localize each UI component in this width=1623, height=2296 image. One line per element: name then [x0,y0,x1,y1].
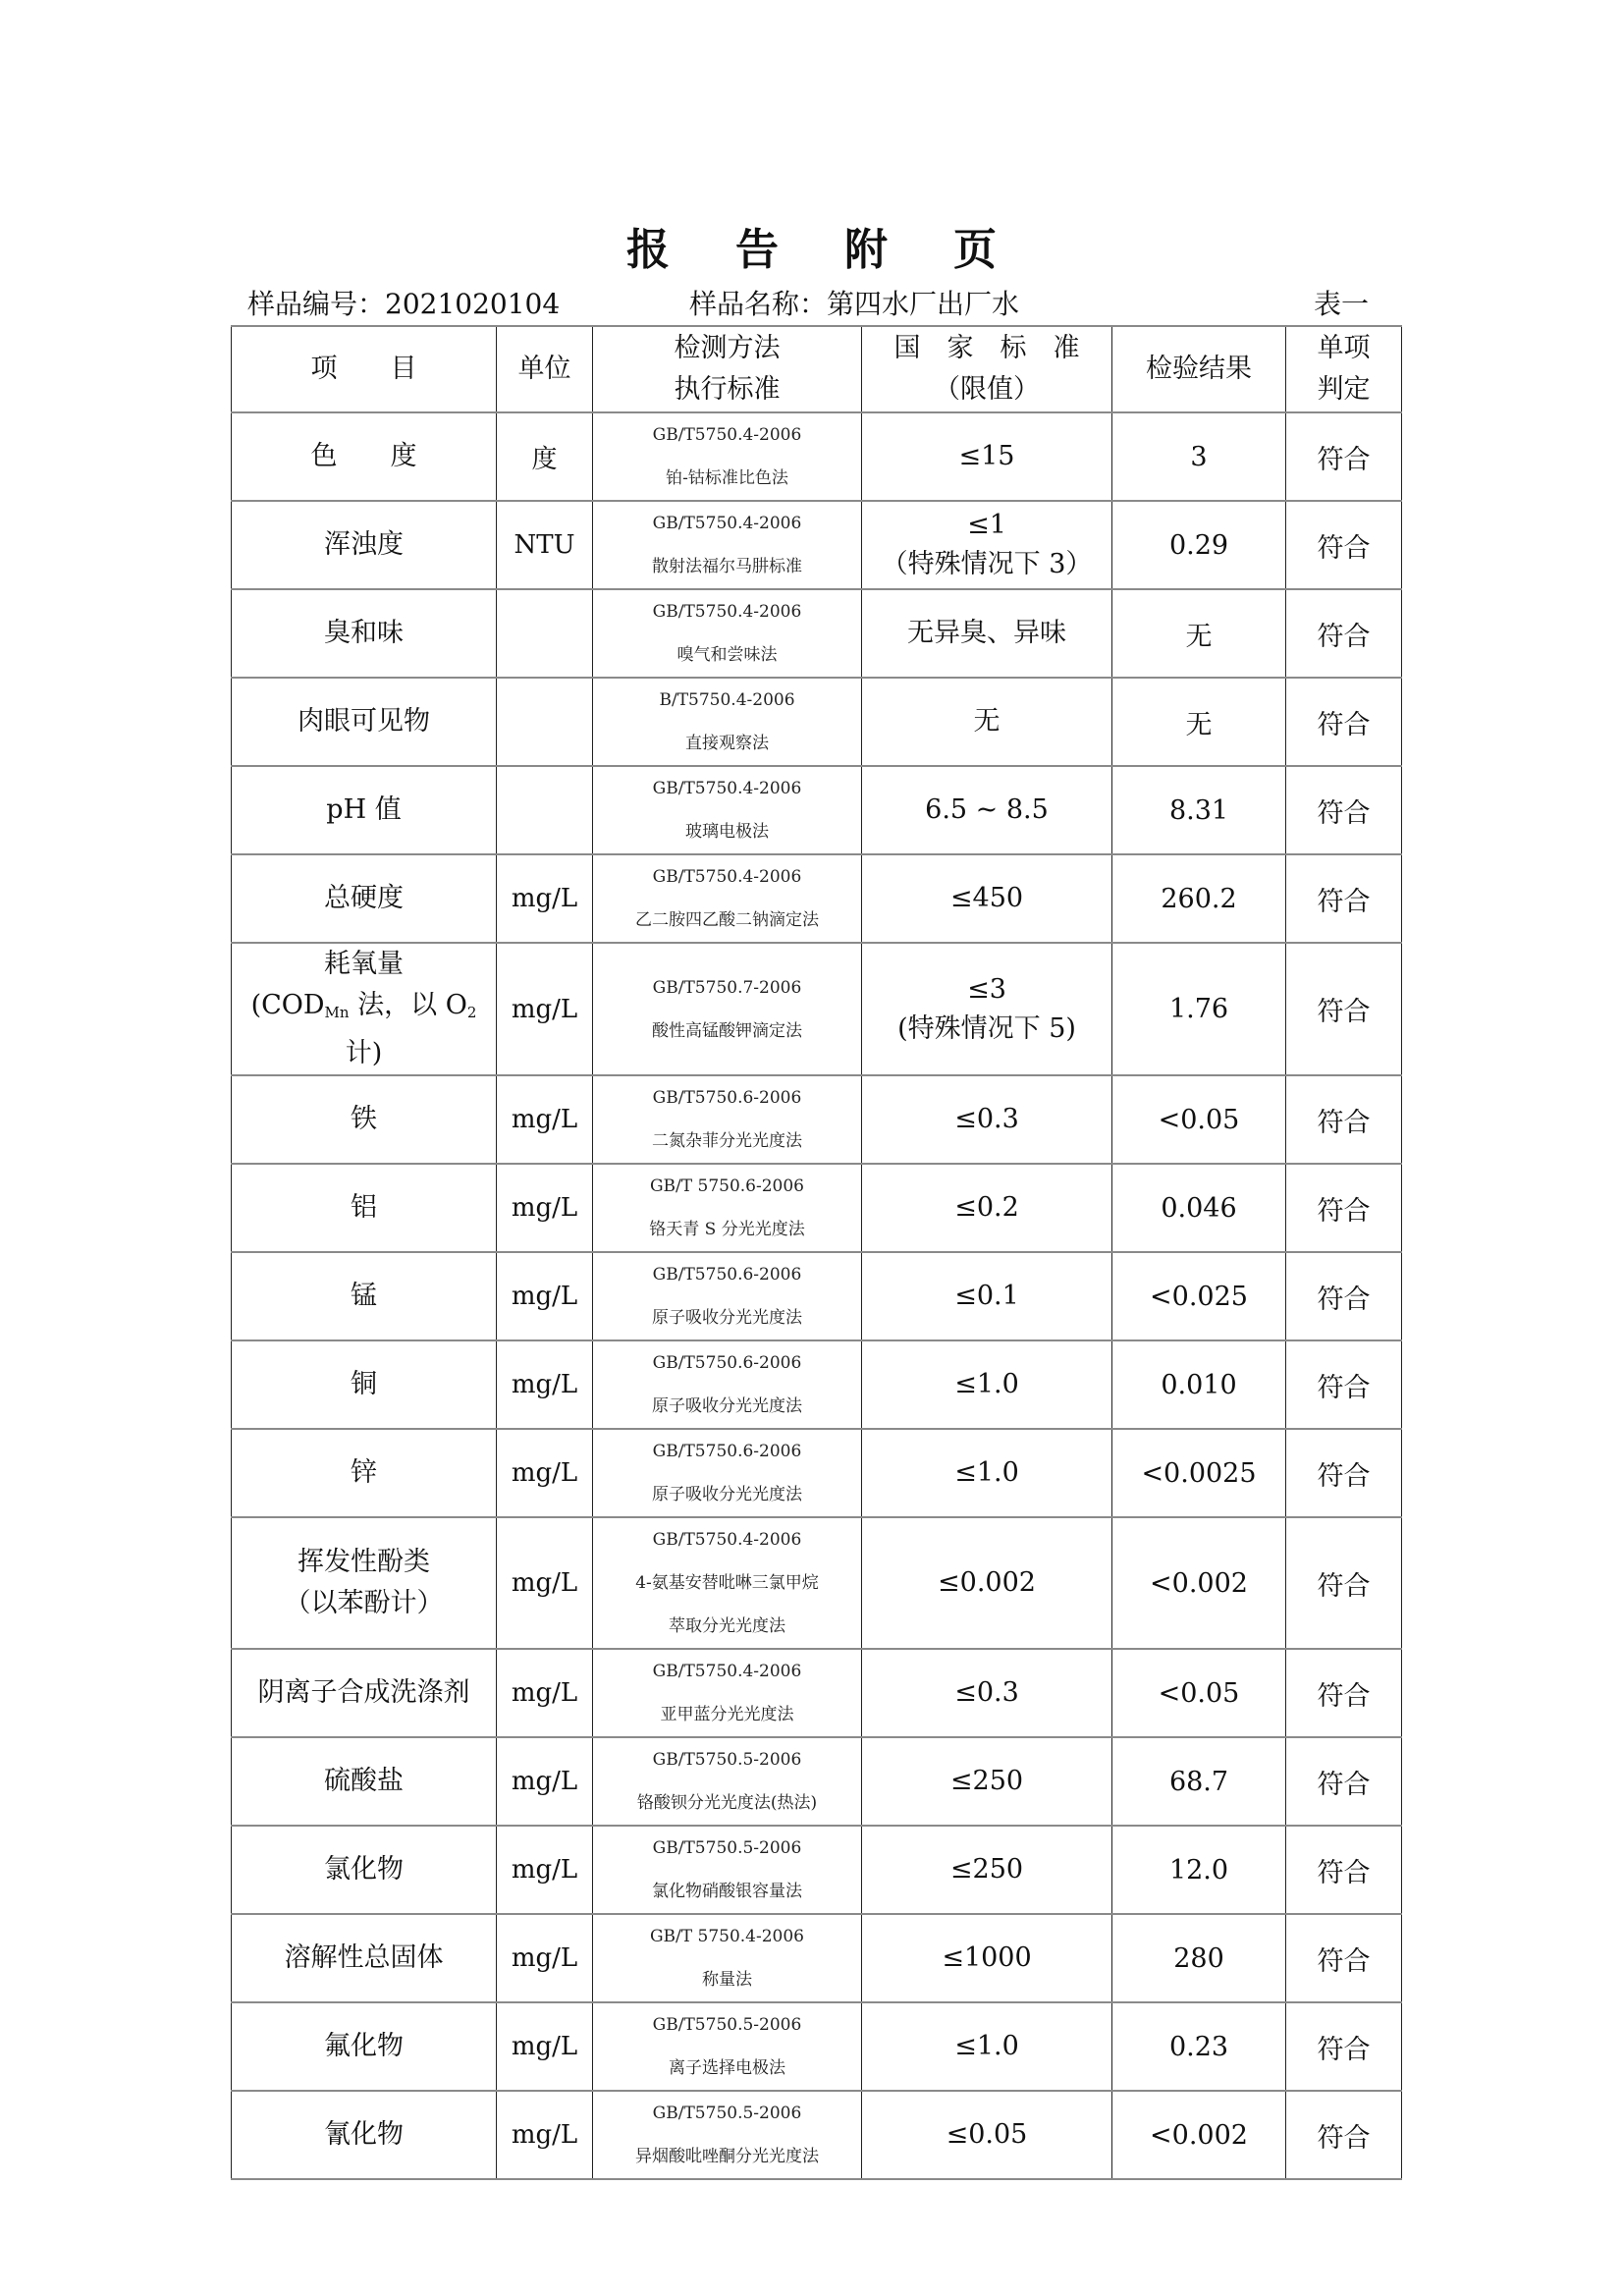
table-row [232,1826,1402,1914]
header-verdict: 单项 判定 [1286,326,1402,412]
table-row [232,854,1402,943]
cell-item: pH 值 [232,766,497,854]
table-row [232,589,1402,678]
cell-unit: mg/L [497,2091,593,2179]
table-row [232,2002,1402,2091]
cell-limit: 6.5 ~ 8.5 [862,766,1112,854]
cell-unit: NTU [497,501,593,589]
cell-verdict: 符合 [1286,1429,1402,1517]
sample-name [689,287,1019,322]
cell-result: 260.2 [1112,854,1286,943]
item-formula: ($COD_{Mn}$ 法，以 $O_2$ 计) [250,990,477,1068]
cell-result: 无 [1112,678,1286,766]
cell-method: GB/T5750.5-2006 氯化物硝酸银容量法 [593,1826,862,1914]
header-item: 项 目 [232,326,497,412]
cell-limit: ≤250 [862,1826,1112,1914]
cell-item: 铝 [232,1164,497,1252]
cell-unit: mg/L [497,1075,593,1164]
table-row [232,1914,1402,2002]
table-row [232,943,1402,1075]
table-row [232,678,1402,766]
cell-result: 3 [1112,412,1286,501]
cell-limit: 无异臭、异味 [862,589,1112,678]
cell-method: GB/T5750.4-2006 嗅气和尝味法 [593,589,862,678]
table-row [232,412,1402,501]
cell-method: GB/T5750.4-2006 乙二胺四乙酸二钠滴定法 [593,854,862,943]
table-body [232,412,1402,2179]
cell-limit: ≤0.1 [862,1252,1112,1340]
cell-verdict: 符合 [1286,1649,1402,1737]
cell-unit: 度 [497,412,593,501]
header-unit: 单位 [497,326,593,412]
cell-method: GB/T5750.6-2006 二氮杂菲分光光度法 [593,1075,862,1164]
sample-number-label: 样品编号： [247,288,386,320]
cell-method: GB/T5750.5-2006 离子选择电极法 [593,2002,862,2091]
cell-result: 280 [1112,1914,1286,2002]
cell-item: 耗氧量 ($COD_{Mn}$ 法，以 $O_2$ 计) [232,943,497,1075]
sample-name-value: 第四水厂出厂水 [827,288,1020,320]
cell-result: 0.046 [1112,1164,1286,1252]
cell-limit: ≤1.0 [862,1429,1112,1517]
cell-method: GB/T5750.4-2006 铂-钴标准比色法 [593,412,862,501]
cell-limit: ≤1.0 [862,1340,1112,1429]
cell-item: 肉眼可见物 [232,678,497,766]
cell-item: 铁 [232,1075,497,1164]
cell-item: 阴离子合成洗涤剂 [232,1649,497,1737]
cell-limit: ≤0.002 [862,1517,1112,1649]
cell-method: GB/T5750.5-2006 异烟酸吡唑酮分光光度法 [593,2091,862,2179]
cell-unit: mg/L [497,1826,593,1914]
cell-method: B/T5750.4-2006 直接观察法 [593,678,862,766]
cell-method: GB/T5750.4-2006 4-氨基安替吡啉三氯甲烷 萃取分光光度法 [593,1517,862,1649]
cell-method: GB/T5750.6-2006 原子吸收分光光度法 [593,1340,862,1429]
cell-limit: ≤1000 [862,1914,1112,2002]
table-row [232,766,1402,854]
cell-limit: 无 [862,678,1112,766]
cell-result: 12.0 [1112,1826,1286,1914]
cell-limit: ≤250 [862,1737,1112,1826]
cell-result: <0.05 [1112,1075,1286,1164]
cell-item: 挥发性酚类 （以苯酚计） [232,1517,497,1649]
cell-method: GB/T 5750.4-2006 称量法 [593,1914,862,2002]
sample-number-value: 2021020104 [385,288,561,320]
cell-verdict: 符合 [1286,1252,1402,1340]
cell-method: GB/T 5750.6-2006 铬天青 S 分光光度法 [593,1164,862,1252]
cell-limit: ≤0.3 [862,1649,1112,1737]
table-row [232,1517,1402,1649]
table-row [232,2091,1402,2179]
cell-result: 1.76 [1112,943,1286,1075]
header-standard: 国 家 标 准 （限值） [862,326,1112,412]
cell-verdict: 符合 [1286,2002,1402,2091]
cell-verdict: 符合 [1286,1826,1402,1914]
cell-result: <0.05 [1112,1649,1286,1737]
cell-unit: mg/L [497,1737,593,1826]
cell-result: 8.31 [1112,766,1286,854]
cell-result: 0.23 [1112,2002,1286,2091]
cell-limit: ≤1.0 [862,2002,1112,2091]
cell-item: 色 度 [232,412,497,501]
cell-verdict: 符合 [1286,678,1402,766]
cell-item: 臭和味 [232,589,497,678]
cell-result: 无 [1112,589,1286,678]
cell-unit: mg/L [497,943,593,1075]
table-row [232,1429,1402,1517]
table-row [232,501,1402,589]
page-title [0,214,1623,277]
cell-result: <0.0025 [1112,1429,1286,1517]
cell-verdict: 符合 [1286,501,1402,589]
cell-item: 氟化物 [232,2002,497,2091]
cell-limit: ≤3 (特殊情况下 5) [862,943,1112,1075]
table-header [232,326,1402,412]
cell-unit: mg/L [497,1252,593,1340]
cell-item: 溶解性总固体 [232,1914,497,2002]
cell-unit: mg/L [497,1340,593,1429]
cell-unit: mg/L [497,1649,593,1737]
cell-verdict: 符合 [1286,766,1402,854]
cell-item: 铜 [232,1340,497,1429]
cell-method: GB/T5750.4-2006 散射法福尔马肼标准 [593,501,862,589]
cell-unit [497,766,593,854]
cell-limit: ≤1 （特殊情况下 3） [862,501,1112,589]
cell-verdict: 符合 [1286,1914,1402,2002]
cell-limit: ≤15 [862,412,1112,501]
cell-verdict: 符合 [1286,1737,1402,1826]
cell-method: GB/T5750.7-2006 酸性高锰酸钾滴定法 [593,943,862,1075]
cell-item: 硫酸盐 [232,1737,497,1826]
cell-unit: mg/L [497,1429,593,1517]
cell-item: 氯化物 [232,1826,497,1914]
cell-unit: mg/L [497,1914,593,2002]
cell-verdict: 符合 [1286,1075,1402,1164]
cell-limit: ≤0.05 [862,2091,1112,2179]
cell-verdict: 符合 [1286,1340,1402,1429]
table-row [232,1737,1402,1826]
header-method: 检测方法 执行标准 [593,326,862,412]
cell-verdict: 符合 [1286,1517,1402,1649]
cell-verdict: 符合 [1286,1164,1402,1252]
cell-result: 0.010 [1112,1340,1286,1429]
table-number: 表一 [1314,288,1370,320]
cell-unit [497,678,593,766]
cell-unit: mg/L [497,854,593,943]
table-row [232,1164,1402,1252]
cell-unit: mg/L [497,1164,593,1252]
cell-method: GB/T5750.5-2006 铬酸钡分光光度法(热法) [593,1737,862,1826]
sample-name-label: 样品名称： [689,288,828,320]
title-char: 报 [626,225,670,275]
cell-item: 锌 [232,1429,497,1517]
table-row [232,1649,1402,1737]
sample-number [247,287,560,322]
cell-result: <0.025 [1112,1252,1286,1340]
cell-method: GB/T5750.6-2006 原子吸收分光光度法 [593,1429,862,1517]
cell-unit: mg/L [497,1517,593,1649]
cell-result: <0.002 [1112,1517,1286,1649]
cell-item: 锰 [232,1252,497,1340]
cell-method: GB/T5750.6-2006 原子吸收分光光度法 [593,1252,862,1340]
header-result: 检验结果 [1112,326,1286,412]
cell-method: GB/T5750.4-2006 玻璃电极法 [593,766,862,854]
cell-result: <0.002 [1112,2091,1286,2179]
cell-unit: mg/L [497,2002,593,2091]
cell-verdict: 符合 [1286,2091,1402,2179]
cell-verdict: 符合 [1286,854,1402,943]
cell-result: 68.7 [1112,1737,1286,1826]
report-table [231,325,1402,2180]
cell-verdict: 符合 [1286,589,1402,678]
cell-verdict: 符合 [1286,412,1402,501]
cell-verdict: 符合 [1286,943,1402,1075]
cell-unit [497,589,593,678]
cell-item: 氰化物 [232,2091,497,2179]
table-row [232,1075,1402,1164]
cell-limit: ≤0.3 [862,1075,1112,1164]
cell-item: 总硬度 [232,854,497,943]
title-char: 附 [844,225,888,275]
title-char: 页 [953,225,997,275]
cell-result: 0.29 [1112,501,1286,589]
table-row [232,1340,1402,1429]
cell-item: 浑浊度 [232,501,497,589]
cell-limit: ≤450 [862,854,1112,943]
cell-method: GB/T5750.4-2006 亚甲蓝分光光度法 [593,1649,862,1737]
title-char: 告 [735,225,779,275]
cell-limit: ≤0.2 [862,1164,1112,1252]
table-row [232,1252,1402,1340]
